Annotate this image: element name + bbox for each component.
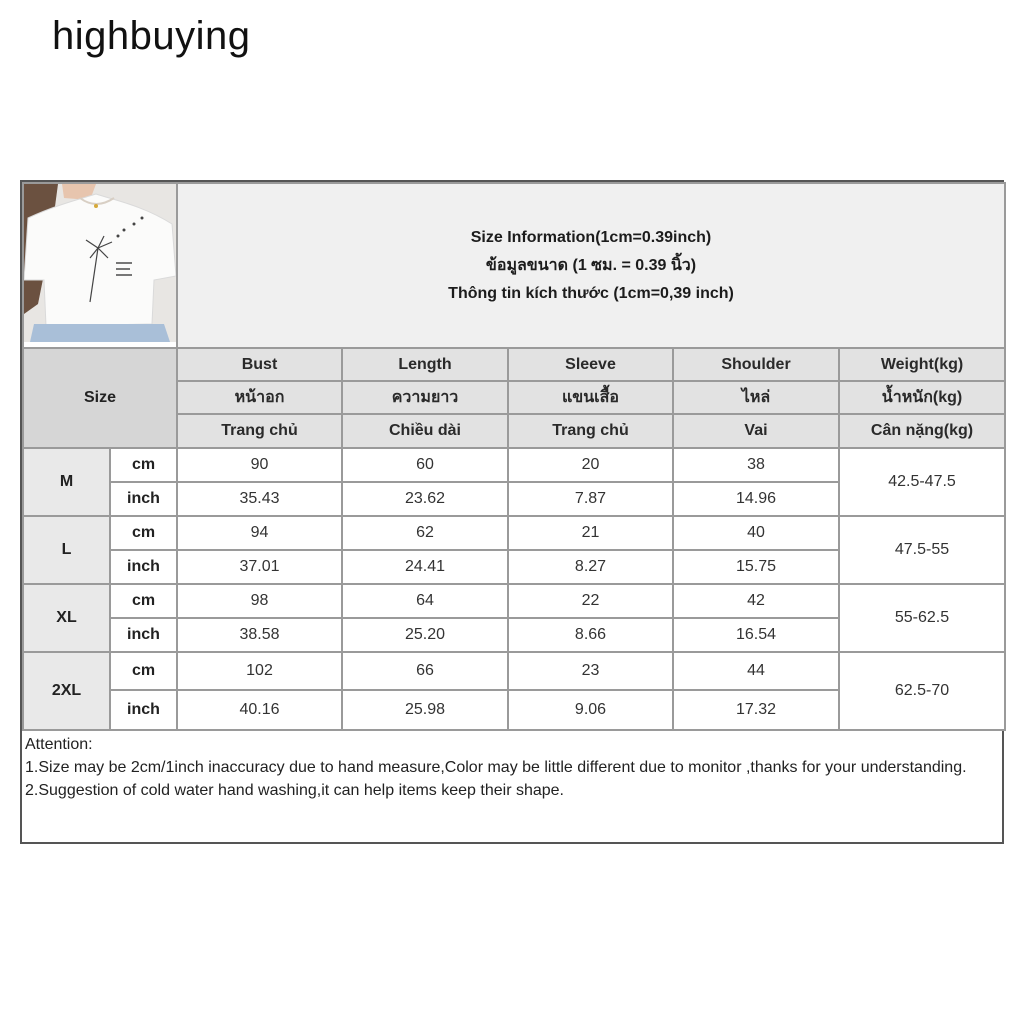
shoulder-value: 38 <box>673 448 839 482</box>
shoulder-value: 14.96 <box>673 482 839 516</box>
unit-cm: cm <box>110 652 177 690</box>
header-length-th: ความยาว <box>342 381 508 414</box>
weight-value: 42.5-47.5 <box>839 448 1005 516</box>
unit-inch: inch <box>110 690 177 730</box>
header-weight-th: น้ำหนัก(kg) <box>839 381 1005 414</box>
unit-cm: cm <box>110 584 177 618</box>
weight-value: 62.5-70 <box>839 652 1005 730</box>
size-name: XL <box>23 584 110 652</box>
header-length-en: Length <box>342 348 508 381</box>
size-table <box>22 182 1006 731</box>
header-length-vi: Chiều dài <box>342 414 508 448</box>
header-sleeve-en: Sleeve <box>508 348 673 381</box>
info-line-english: Size Information(1cm=0.39inch) <box>470 228 712 246</box>
shoulder-value: 15.75 <box>673 550 839 584</box>
header-shoulder-en: Shoulder <box>673 348 839 381</box>
attention-item-2: 2.Suggestion of cold water hand washing,it can help items keep their shape. <box>25 782 564 799</box>
header-shoulder-vi: Vai <box>673 414 839 448</box>
size-chart <box>20 180 1004 844</box>
length-value: 25.20 <box>342 618 508 652</box>
shoulder-value: 40 <box>673 516 839 550</box>
bust-value: 98 <box>177 584 342 618</box>
bust-value: 94 <box>177 516 342 550</box>
length-value: 60 <box>342 448 508 482</box>
unit-inch: inch <box>110 550 177 584</box>
sleeve-value: 7.87 <box>508 482 673 516</box>
table-row <box>23 584 1005 618</box>
shoulder-value: 44 <box>673 652 839 690</box>
header-weight-vi: Cân nặng(kg) <box>839 414 1005 448</box>
length-value: 66 <box>342 652 508 690</box>
size-label: Size <box>23 348 177 448</box>
size-name: L <box>23 516 110 584</box>
weight-value: 47.5-55 <box>839 516 1005 584</box>
size-name: M <box>23 448 110 516</box>
table-row <box>23 448 1005 482</box>
tshirt-model-image <box>24 184 176 342</box>
product-photo <box>23 183 177 348</box>
bust-value: 37.01 <box>177 550 342 584</box>
attention-notes <box>22 731 1002 802</box>
sleeve-value: 23 <box>508 652 673 690</box>
table-row <box>23 652 1005 690</box>
unit-cm: cm <box>110 448 177 482</box>
brand-watermark: highbuying <box>52 14 251 58</box>
header-sleeve-th: แขนเสื้อ <box>508 381 673 414</box>
length-value: 23.62 <box>342 482 508 516</box>
length-value: 62 <box>342 516 508 550</box>
sleeve-value: 20 <box>508 448 673 482</box>
shoulder-value: 17.32 <box>673 690 839 730</box>
shoulder-value: 16.54 <box>673 618 839 652</box>
unit-inch: inch <box>110 618 177 652</box>
bust-value: 38.58 <box>177 618 342 652</box>
length-value: 64 <box>342 584 508 618</box>
bust-value: 102 <box>177 652 342 690</box>
size-info-header <box>177 183 1005 348</box>
header-sleeve-vi: Trang chủ <box>508 414 673 448</box>
sleeve-value: 9.06 <box>508 690 673 730</box>
header-weight-en: Weight(kg) <box>839 348 1005 381</box>
bust-value: 40.16 <box>177 690 342 730</box>
info-line-vietnamese: Thông tin kích thước (1cm=0,39 inch) <box>448 284 734 302</box>
header-bust-vi: Trang chủ <box>177 414 342 448</box>
header-bust-en: Bust <box>177 348 342 381</box>
attention-item-1: 1.Size may be 2cm/1inch inaccuracy due to hand measure,Color may be little different due to monitor ,thanks for your understanding. <box>25 759 967 776</box>
sleeve-value: 8.27 <box>508 550 673 584</box>
bust-value: 35.43 <box>177 482 342 516</box>
length-value: 25.98 <box>342 690 508 730</box>
header-shoulder-th: ไหล่ <box>673 381 839 414</box>
sleeve-value: 21 <box>508 516 673 550</box>
table-row <box>23 516 1005 550</box>
info-line-thai: ข้อมูลขนาด (1 ซม. = 0.39 นิ้ว) <box>485 256 697 274</box>
header-bust-th: หน้าอก <box>177 381 342 414</box>
unit-inch: inch <box>110 482 177 516</box>
shoulder-value: 42 <box>673 584 839 618</box>
length-value: 24.41 <box>342 550 508 584</box>
sleeve-value: 8.66 <box>508 618 673 652</box>
weight-value: 55-62.5 <box>839 584 1005 652</box>
size-name: 2XL <box>23 652 110 730</box>
attention-title: Attention: <box>25 736 93 753</box>
bust-value: 90 <box>177 448 342 482</box>
sleeve-value: 22 <box>508 584 673 618</box>
unit-cm: cm <box>110 516 177 550</box>
